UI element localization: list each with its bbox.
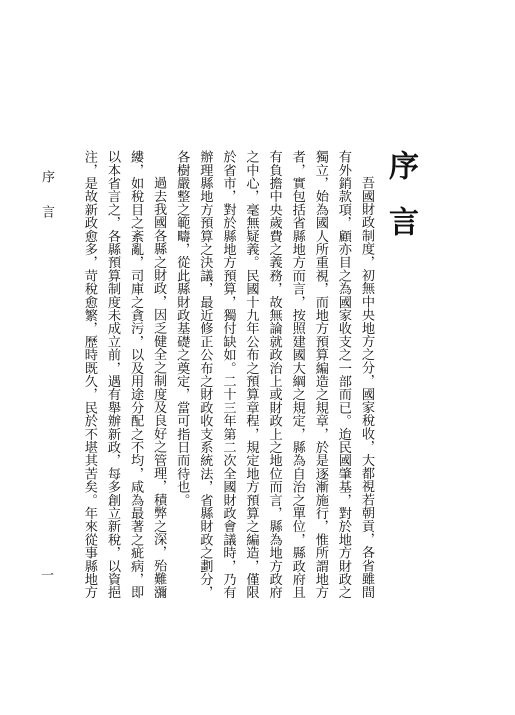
paragraph-1: 吾國財政制度，初無中央地方之分，國家稅收，大都視若朝貢，各省雖間有外銷款項，顧亦目之為國家收支之一部而已。迨民國肇基，對於地方財政之獨立，始為國人所重視，而地方預算編造之規章，於是逐漸施行，惟所謂地方者，實包括省縣地方而言，按照建國大綱之規定，縣為自治之單位，縣政府且有負擔中央歲費之義務，故無論就政治上或財政上之地位而言，縣為地方政府之中心，毫無疑義。民國十九年公布之預算章程，規定地方預算之編造，僅限於省市，對於縣地方預算，獨付缺如。二十三年第二次全國財政會議時，乃有辦理縣地方預算之決議，最近修正公布之財政收支系統法，省縣財政之劃分，各樹嚴整之範疇，從此縣財政基礎之奠定，當可指日而待也。 bbox=[174, 150, 374, 599]
preface-body bbox=[78, 150, 378, 608]
paragraph-2: 過去我國各縣之財政，因乏健全之制度及良好之管理，積弊之深，殆難瀰縷，如稅目之紊亂，司庫之貪污，以及用途分配之不均，咸為最著之疵病，即以本省言之，各縣預算制度未成立前，遇有舉辦新政，每多創立新稅，以資挹注，是故新政愈多，苛稅愈繁，歷時既久，民於不堪其苦矣。年來從事縣地方 bbox=[81, 150, 167, 599]
page-number: 一 bbox=[38, 568, 53, 581]
preface-title: 序言 bbox=[383, 150, 418, 262]
running-title: 序言 bbox=[39, 170, 54, 240]
page-margin bbox=[36, 170, 56, 581]
